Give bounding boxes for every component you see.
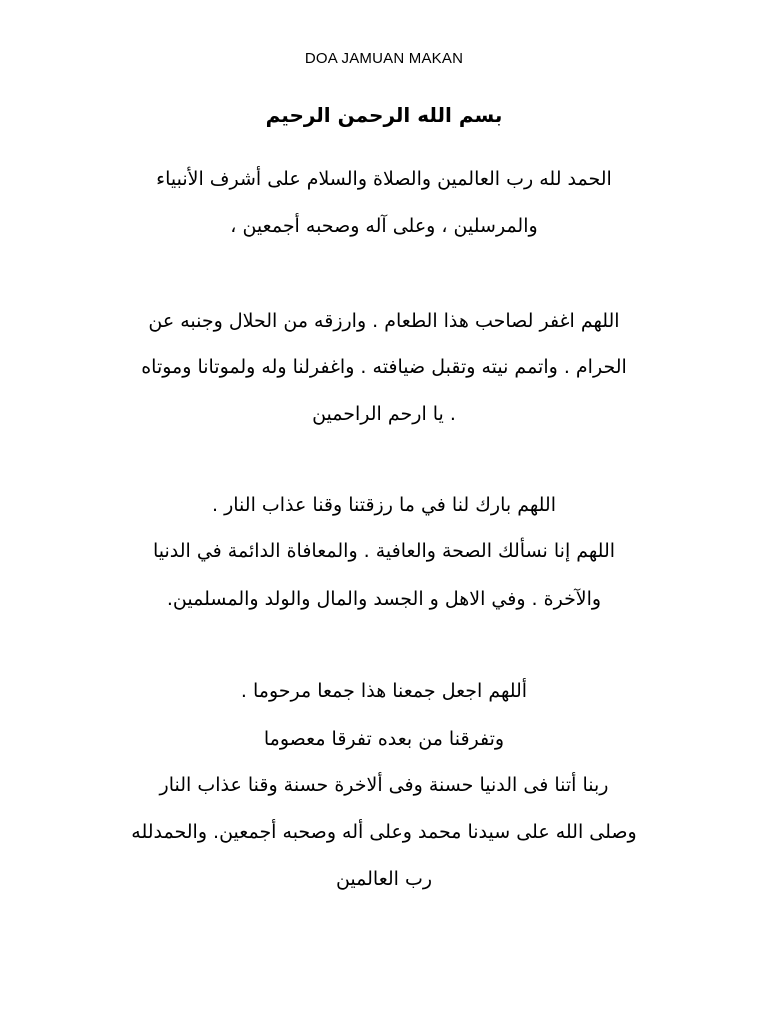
- document-title: DOA JAMUAN MAKAN: [304, 50, 464, 67]
- basmala-heading: بسم الله الرحمن الرحيم: [265, 103, 503, 127]
- prayer-line-8: والآخرة . وفي الاهل و الجسد والمال والولد والمسلمين.: [166, 588, 602, 610]
- prayer-line-2: والمرسلين ، وعلى آله وصحبه أجمعين ،: [230, 215, 538, 237]
- prayer-line-9: أللهم اجعل جمعنا هذا جمعا مرحوما .: [240, 680, 528, 702]
- prayer-line-12: وصلى الله على سيدنا محمد وعلى أله وصحبه أجمعين. والحمدلله: [131, 821, 637, 843]
- prayer-line-3: اللهم اغفر لصاحب هذا الطعام . وارزقه من الحلال وجنبه عن: [148, 310, 620, 332]
- prayer-line-4: الحرام . واتمم نيته وتقبل ضيافته . واغفرلنا وله ولموتانا وموتاه: [141, 356, 627, 378]
- prayer-line-10: وتفرقنا من بعده تفرقا معصوما: [263, 728, 505, 750]
- prayer-line-5: . يا ارحم الراحمين: [312, 403, 456, 425]
- prayer-line-6: اللهم بارك لنا في ما رزقتنا وقنا عذاب النار .: [212, 494, 556, 516]
- prayer-line-7: اللهم إنا نسألك الصحة والعافية . والمعافاة الدائمة في الدنيا: [152, 540, 616, 562]
- prayer-line-1: الحمد لله رب العالمين والصلاة والسلام على أشرف الأنبياء: [156, 168, 612, 190]
- prayer-line-13: رب العالمين: [335, 868, 433, 890]
- prayer-line-11: ربنا أتنا فى الدنيا حسنة وفى ألاخرة حسنة وقنا عذاب النار: [159, 774, 609, 796]
